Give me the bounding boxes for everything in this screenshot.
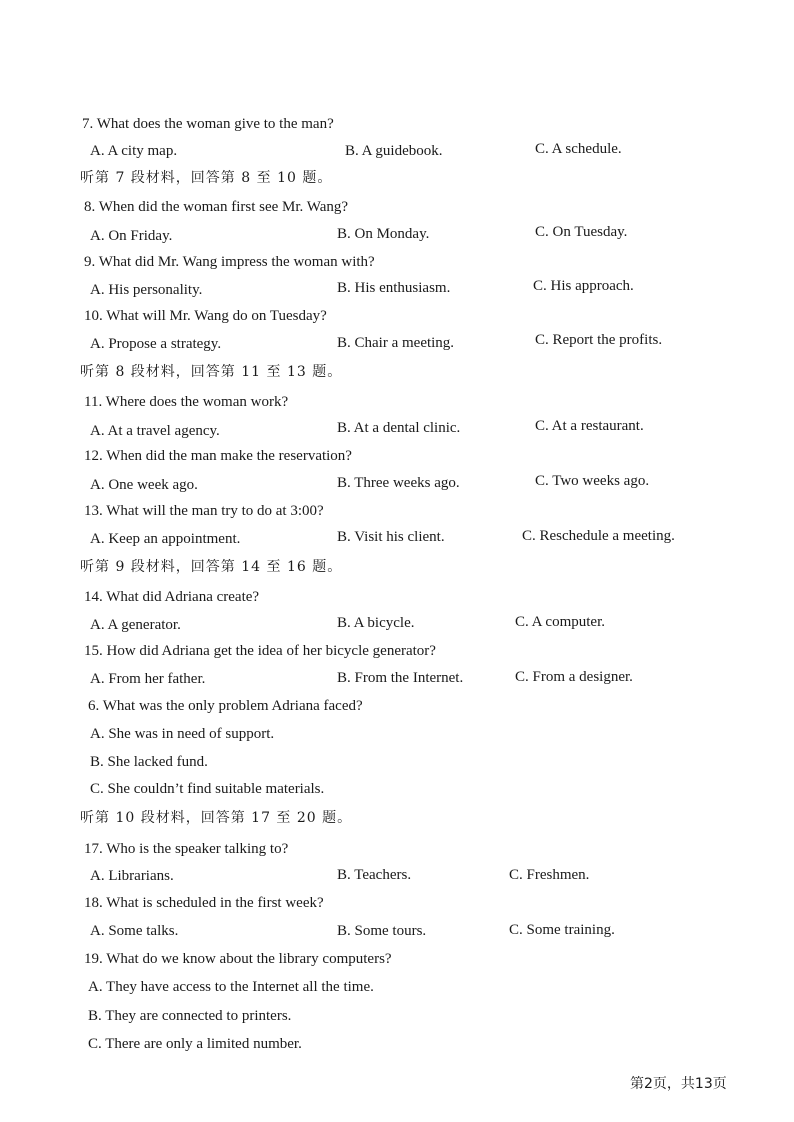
q9-option-a: A. His personality. xyxy=(90,282,203,298)
section-header-7: 听第 7 段材料，回答第 8 至 10 题。 xyxy=(80,170,333,186)
question-15: 15. How did Adriana get the idea of her bicycle generator? xyxy=(84,643,436,659)
q19-option-a: A. They have access to the Internet all the time. xyxy=(88,979,374,995)
q11-option-a: A. At a travel agency. xyxy=(90,423,220,439)
q7-option-a: A. A city map. xyxy=(90,143,178,159)
q9-option-c: C. His approach. xyxy=(533,278,634,294)
q7-option-c: C. A schedule. xyxy=(535,141,622,157)
q11-option-b: B. At a dental clinic. xyxy=(337,420,461,436)
q16-option-a: A. She was in need of support. xyxy=(90,726,275,742)
q12-option-b: B. Three weeks ago. xyxy=(337,475,460,491)
question-10: 10. What will Mr. Wang do on Tuesday? xyxy=(84,308,327,324)
question-11: 11. Where does the woman work? xyxy=(84,394,289,410)
q9-option-b: B. His enthusiasm. xyxy=(337,280,451,296)
q16-option-b: B. She lacked fund. xyxy=(90,754,208,770)
q18-option-c: C. Some training. xyxy=(509,922,615,938)
q17-option-b: B. Teachers. xyxy=(337,867,412,883)
q12-option-c: C. Two weeks ago. xyxy=(535,473,650,489)
q8-option-c: C. On Tuesday. xyxy=(535,224,628,240)
section-header-10: 听第 10 段材料，回答第 17 至 20 题。 xyxy=(80,810,353,826)
q16-option-c: C. She couldn’t find suitable materials. xyxy=(90,781,325,797)
q8-option-a: A. On Friday. xyxy=(90,228,173,244)
question-16: 6. What was the only problem Adriana faced? xyxy=(88,698,363,714)
q14-option-b: B. A bicycle. xyxy=(337,615,415,631)
q10-option-a: A. Propose a strategy. xyxy=(90,336,222,352)
q11-option-c: C. At a restaurant. xyxy=(535,418,644,434)
q12-option-a: A. One week ago. xyxy=(90,477,198,493)
question-18: 18. What is scheduled in the first week? xyxy=(84,895,324,911)
question-13: 13. What will the man try to do at 3:00? xyxy=(84,503,324,519)
q15-option-c: C. From a designer. xyxy=(515,669,633,685)
section-header-9: 听第 9 段材料，回答第 14 至 16 题。 xyxy=(80,559,343,575)
q13-option-c: C. Reschedule a meeting. xyxy=(522,528,675,544)
question-9: 9. What did Mr. Wang impress the woman with? xyxy=(84,254,375,270)
question-7: 7. What does the woman give to the man? xyxy=(82,116,334,132)
q10-option-b: B. Chair a meeting. xyxy=(337,335,455,351)
q19-option-c: C. There are only a limited number. xyxy=(88,1036,302,1052)
q10-option-c: C. Report the profits. xyxy=(535,332,663,348)
q17-option-c: C. Freshmen. xyxy=(509,867,590,883)
section-header-8: 听第 8 段材料，回答第 11 至 13 题。 xyxy=(80,364,343,380)
q14-option-a: A. A generator. xyxy=(90,617,181,633)
question-8: 8. When did the woman first see Mr. Wang? xyxy=(84,199,349,215)
q8-option-b: B. On Monday. xyxy=(337,226,430,242)
page-number: 第2页，共13页 xyxy=(630,1076,727,1092)
q15-option-a: A. From her father. xyxy=(90,671,206,687)
q15-option-b: B. From the Internet. xyxy=(337,670,464,686)
q18-option-b: B. Some tours. xyxy=(337,923,427,939)
question-14: 14. What did Adriana create? xyxy=(84,589,260,605)
question-19: 19. What do we know about the library computers? xyxy=(84,951,392,967)
q13-option-a: A. Keep an appointment. xyxy=(90,531,241,547)
q14-option-c: C. A computer. xyxy=(515,614,605,630)
q13-option-b: B. Visit his client. xyxy=(337,529,445,545)
question-12: 12. When did the man make the reservation? xyxy=(84,448,352,464)
q17-option-a: A. Librarians. xyxy=(90,868,174,884)
question-17: 17. Who is the speaker talking to? xyxy=(84,841,289,857)
q19-option-b: B. They are connected to printers. xyxy=(88,1008,292,1024)
q18-option-a: A. Some talks. xyxy=(90,923,179,939)
q7-option-b: B. A guidebook. xyxy=(345,143,443,159)
